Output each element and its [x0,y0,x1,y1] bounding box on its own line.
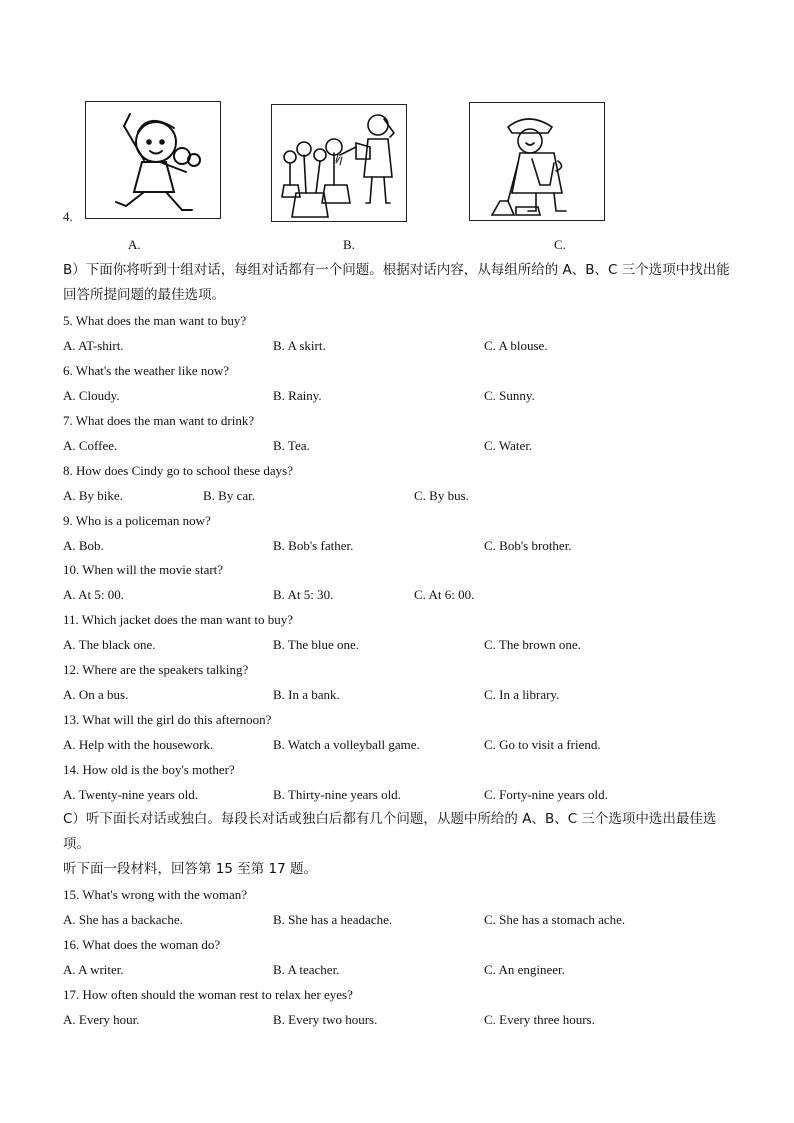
option-5b: B. A skirt. [273,338,326,353]
question-8: 8. How does Cindy go to school these days? [63,463,294,478]
option-8b: B. By car. [203,488,255,503]
option-16c: C. An engineer. [484,962,565,977]
option-label-c: C. [554,237,566,252]
option-14a: A. Twenty-nine years old. [63,787,198,802]
option-17b: B. Every two hours. [273,1012,378,1027]
question-12: 12. Where are the speakers talking? [63,662,249,677]
option-6a: A. Cloudy. [63,388,120,403]
option-14b: B. Thirty-nine years old. [273,787,401,802]
picture-b-watering-flowers [271,104,407,222]
question-6: 6. What's the weather like now? [63,363,229,378]
option-7c: C. Water. [484,438,533,453]
question-17: 17. How often should the woman rest to relax her eyes? [63,987,353,1002]
option-14c: C. Forty-nine years old. [484,787,608,802]
option-13a: A. Help with the housework. [63,737,214,752]
option-9b: B. Bob's father. [273,538,354,553]
option-17a: A. Every hour. [63,1012,140,1027]
section-c-subinstruction: 听下面一段材料，回答第 15 至第 17 题。 [63,861,318,877]
option-5c: C. A blouse. [484,338,548,353]
option-11c: C. The brown one. [484,637,581,652]
option-13c: C. Go to visit a friend. [484,737,601,752]
question-14: 14. How old is the boy's mother? [63,762,235,777]
question-10: 10. When will the movie start? [63,562,224,577]
option-7a: A. Coffee. [63,438,118,453]
question-16: 16. What does the woman do? [63,937,221,952]
option-10a: A. At 5: 00. [63,587,125,602]
option-9c: C. Bob's brother. [484,538,572,553]
option-5a: A. AT-shirt. [63,338,124,353]
option-11a: A. The black one. [63,637,156,652]
option-6c: C. Sunny. [484,388,535,403]
question-13: 13. What will the girl do this afternoon? [63,712,272,727]
q4-number: 4. [63,209,73,224]
option-12b: B. In a bank. [273,687,340,702]
girl-exercising-illustration [86,102,220,218]
option-11b: B. The blue one. [273,637,360,652]
question-15: 15. What's wrong with the woman? [63,887,248,902]
option-17c: C. Every three hours. [484,1012,595,1027]
option-15c: C. She has a stomach ache. [484,912,626,927]
option-8c: C. By bus. [414,488,469,503]
option-8a: A. By bike. [63,488,123,503]
option-label-b: B. [343,237,355,252]
option-15b: B. She has a headache. [273,912,393,927]
option-label-a: A. [128,237,141,252]
picture-a-girl-exercising [85,101,221,219]
option-7b: B. Tea. [273,438,310,453]
option-13b: B. Watch a volleyball game. [273,737,420,752]
option-12a: A. On a bus. [63,687,129,702]
picture-c-woman-sweeping [469,102,605,221]
section-b-instruction: B）下面你将听到十组对话，每组对话都有一个问题。根据对话内容，从每组所给的 A、B、C 三个选项中找出能回答所提问题的最佳选项。 [63,262,730,303]
option-9a: A. Bob. [63,538,104,553]
section-c-instruction: C）听下面长对话或独白。每段长对话或独白后都有几个问题，从题中所给的 A、B、C 三个选项中选出最佳选项。 [63,811,717,852]
option-12c: C. In a library. [484,687,560,702]
option-15a: A. She has a backache. [63,912,183,927]
question-7: 7. What does the man want to drink? [63,413,255,428]
question-9: 9. Who is a policeman now? [63,513,211,528]
option-16a: A. A writer. [63,962,124,977]
option-10b: B. At 5: 30. [273,587,334,602]
question-11: 11. Which jacket does the man want to buy? [63,612,293,627]
option-6b: B. Rainy. [273,388,322,403]
option-16b: B. A teacher. [273,962,340,977]
girl-watering-flowers-illustration [272,105,406,221]
question-5: 5. What does the man want to buy? [63,313,247,328]
option-10c: C. At 6: 00. [414,587,475,602]
woman-sweeping-illustration [470,103,604,220]
